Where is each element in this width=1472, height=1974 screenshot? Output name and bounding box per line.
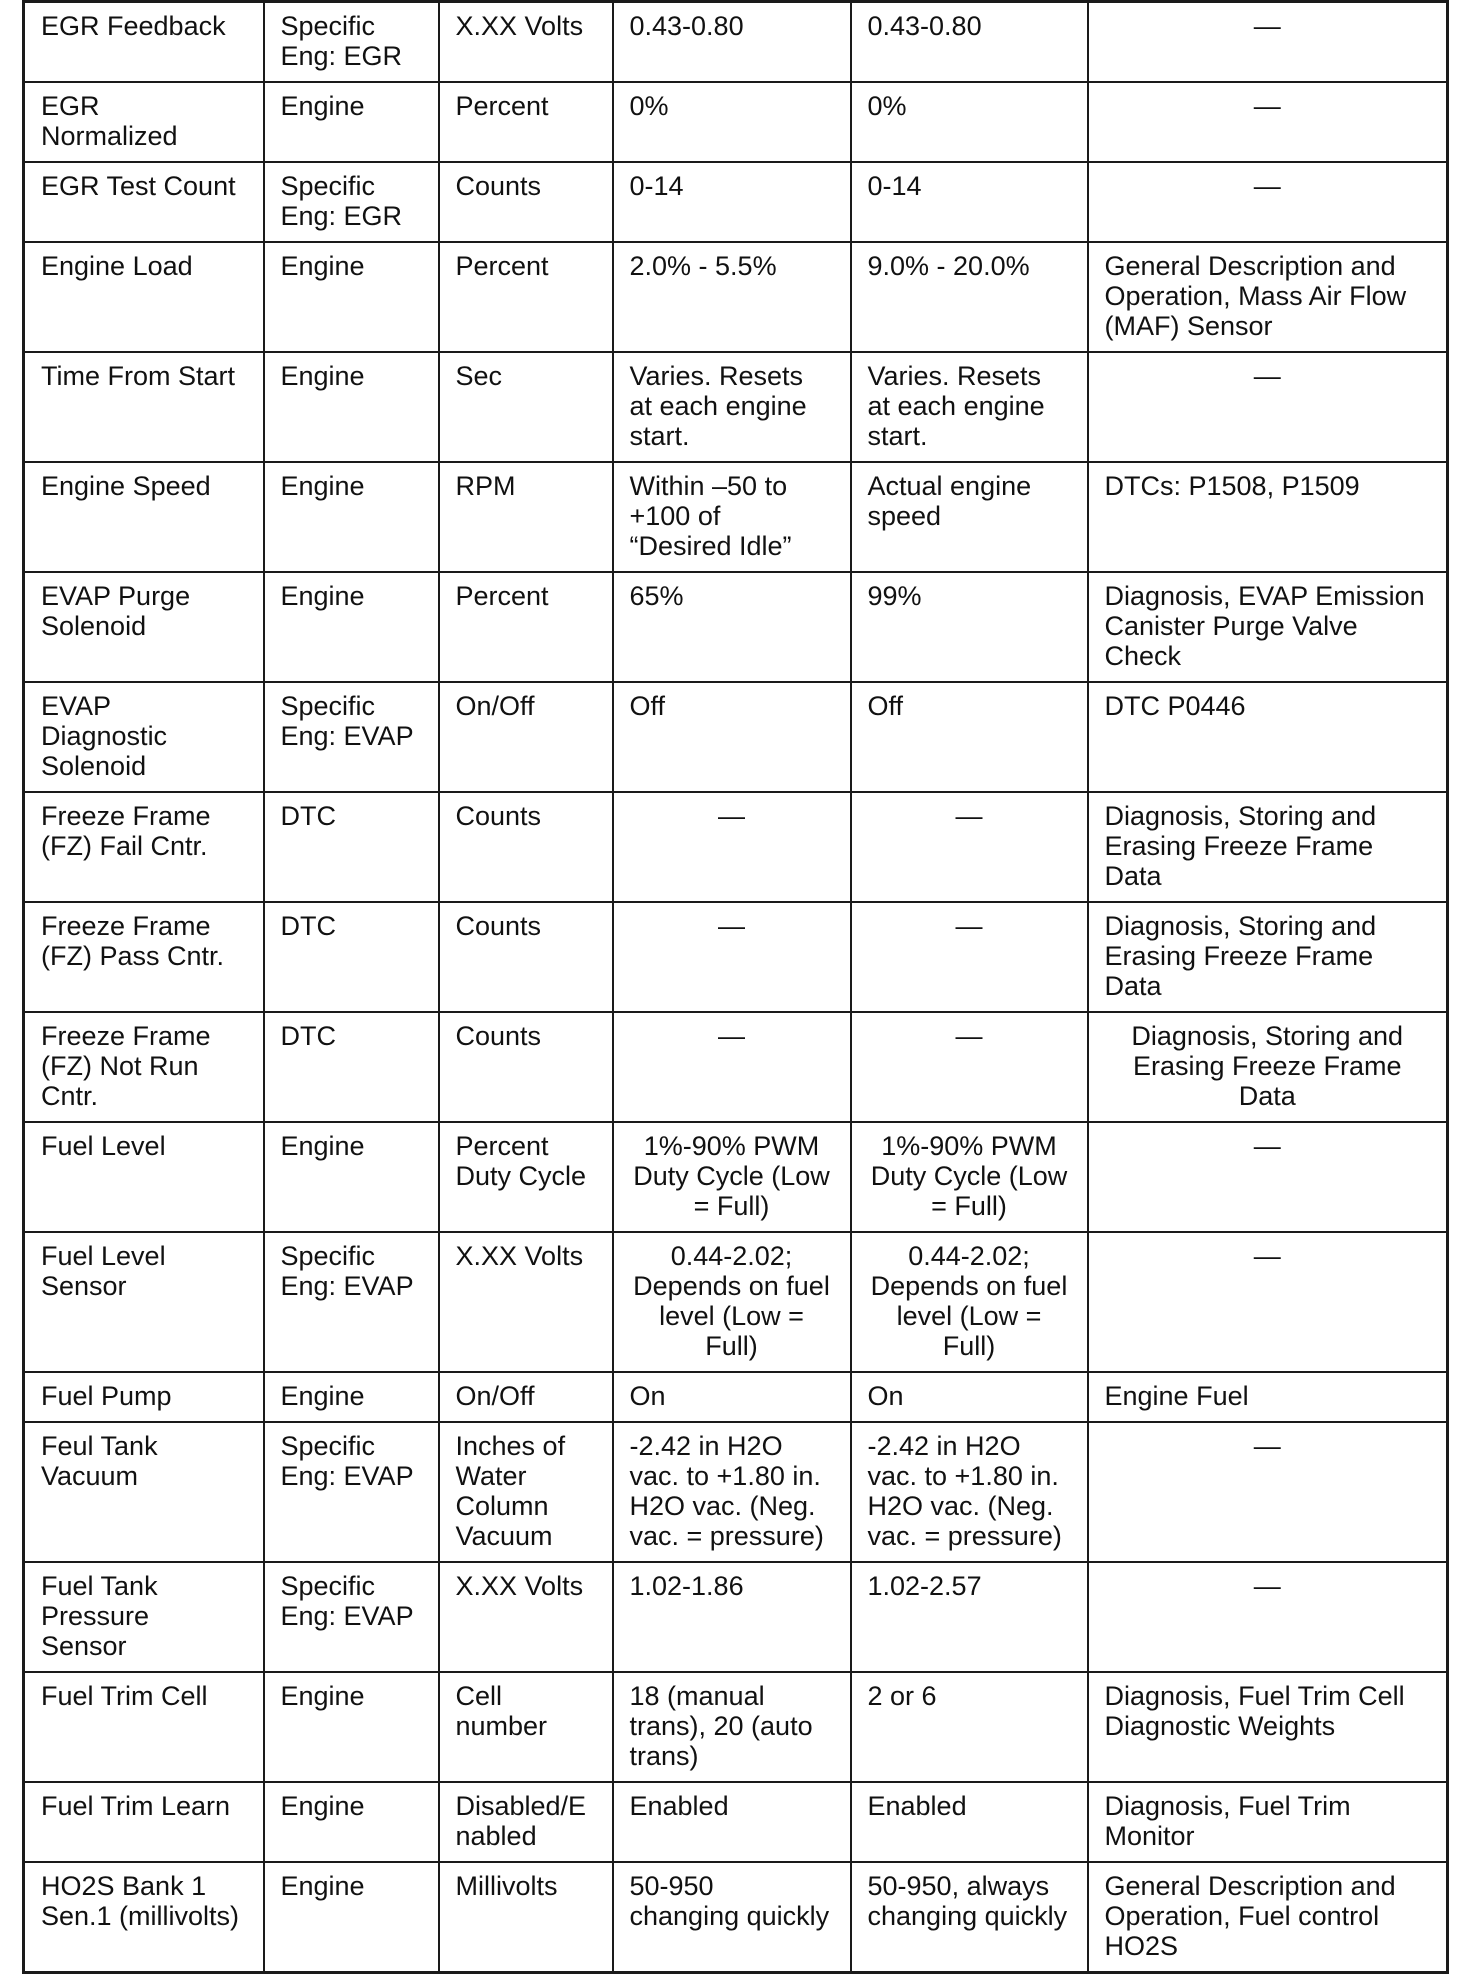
cruise-value-cell: 0-14 <box>851 162 1088 242</box>
reference-cell: Diagnosis, Fuel Trim Cell Diagnostic Weights <box>1088 1672 1448 1782</box>
idle-value-cell: 65% <box>613 572 851 682</box>
cruise-value-cell: Off <box>851 682 1088 792</box>
reference-cell: DTCs: P1508, P1509 <box>1088 462 1448 572</box>
data-list-cell: Specific Eng: EVAP <box>264 682 439 792</box>
table-row <box>24 1372 1448 1422</box>
data-list-cell: Engine <box>264 462 439 572</box>
data-list-cell: Specific Eng: EGR <box>264 162 439 242</box>
reference-cell: — <box>1088 1422 1448 1562</box>
parameter-name-cell: Feul Tank Vacuum <box>24 1422 264 1562</box>
units-cell: Inches of Water Column Vacuum <box>439 1422 613 1562</box>
reference-cell: — <box>1088 162 1448 242</box>
units-cell: X.XX Volts <box>439 1232 613 1372</box>
table-row <box>24 902 1448 1012</box>
data-list-cell: Engine <box>264 1862 439 1973</box>
data-list-cell: Specific Eng: EVAP <box>264 1232 439 1372</box>
table-row <box>24 1672 1448 1782</box>
cruise-value-cell: — <box>851 792 1088 902</box>
data-list-cell: Specific Eng: EGR <box>264 2 439 83</box>
reference-cell: Diagnosis, EVAP Emission Canister Purge Valve Check <box>1088 572 1448 682</box>
units-cell: Counts <box>439 792 613 902</box>
idle-value-cell: Enabled <box>613 1782 851 1862</box>
units-cell: Sec <box>439 352 613 462</box>
cruise-value-cell: Varies. Resets at each engine start. <box>851 352 1088 462</box>
parameter-name-cell: Fuel Trim Cell <box>24 1672 264 1782</box>
parameter-name-cell: Engine Speed <box>24 462 264 572</box>
units-cell: Disabled/E nabled <box>439 1782 613 1862</box>
cruise-value-cell: 9.0% - 20.0% <box>851 242 1088 352</box>
reference-cell: Diagnosis, Storing and Erasing Freeze Frame Data <box>1088 1012 1448 1122</box>
units-cell: Counts <box>439 162 613 242</box>
idle-value-cell: — <box>613 792 851 902</box>
table-row <box>24 1232 1448 1372</box>
reference-cell: — <box>1088 2 1448 83</box>
table-row <box>24 162 1448 242</box>
parameter-name-cell: HO2S Bank 1 Sen.1 (millivolts) <box>24 1862 264 1973</box>
table-row <box>24 82 1448 162</box>
parameter-name-cell: EGR Normalized <box>24 82 264 162</box>
idle-value-cell: — <box>613 902 851 1012</box>
reference-cell: — <box>1088 1562 1448 1672</box>
units-cell: Counts <box>439 902 613 1012</box>
parameter-name-cell: EGR Test Count <box>24 162 264 242</box>
reference-cell: Diagnosis, Storing and Erasing Freeze Frame Data <box>1088 792 1448 902</box>
parameter-name-cell: EVAP Diagnostic Solenoid <box>24 682 264 792</box>
units-cell: Percent Duty Cycle <box>439 1122 613 1232</box>
reference-cell: — <box>1088 82 1448 162</box>
cruise-value-cell: 0.44-2.02; Depends on fuel level (Low = Full) <box>851 1232 1088 1372</box>
data-list-cell: Specific Eng: EVAP <box>264 1562 439 1672</box>
table-row <box>24 2 1448 83</box>
idle-value-cell: Within –50 to +100 of “Desired Idle” <box>613 462 851 572</box>
cruise-value-cell: 0.43-0.80 <box>851 2 1088 83</box>
parameter-name-cell: Time From Start <box>24 352 264 462</box>
reference-cell: Diagnosis, Storing and Erasing Freeze Frame Data <box>1088 902 1448 1012</box>
cruise-value-cell: 2 or 6 <box>851 1672 1088 1782</box>
idle-value-cell: 18 (manual trans), 20 (auto trans) <box>613 1672 851 1782</box>
table-row <box>24 242 1448 352</box>
idle-value-cell: — <box>613 1012 851 1122</box>
units-cell: Percent <box>439 82 613 162</box>
units-cell: X.XX Volts <box>439 2 613 83</box>
idle-value-cell: 1.02-1.86 <box>613 1562 851 1672</box>
reference-cell: General Description and Operation, Fuel control HO2S <box>1088 1862 1448 1973</box>
data-list-cell: Engine <box>264 1372 439 1422</box>
data-list-cell: Engine <box>264 1122 439 1232</box>
data-list-cell: Engine <box>264 572 439 682</box>
table-row <box>24 352 1448 462</box>
table-row <box>24 1782 1448 1862</box>
data-list-cell: DTC <box>264 1012 439 1122</box>
cruise-value-cell: Actual engine speed <box>851 462 1088 572</box>
reference-cell: Engine Fuel <box>1088 1372 1448 1422</box>
table-row <box>24 1862 1448 1973</box>
cruise-value-cell: 50-950, always changing quickly <box>851 1862 1088 1973</box>
data-list-cell: Engine <box>264 1672 439 1782</box>
units-cell: Percent <box>439 242 613 352</box>
units-cell: Percent <box>439 572 613 682</box>
table-row <box>24 1122 1448 1232</box>
parameter-name-cell: Freeze Frame (FZ) Fail Cntr. <box>24 792 264 902</box>
units-cell: Counts <box>439 1012 613 1122</box>
cruise-value-cell: 1.02-2.57 <box>851 1562 1088 1672</box>
idle-value-cell: 2.0% - 5.5% <box>613 242 851 352</box>
units-cell: X.XX Volts <box>439 1562 613 1672</box>
table-row <box>24 682 1448 792</box>
scan-tool-data-table <box>22 0 1449 1974</box>
idle-value-cell: 0.44-2.02; Depends on fuel level (Low = Full) <box>613 1232 851 1372</box>
idle-value-cell: 0-14 <box>613 162 851 242</box>
data-list-cell: Engine <box>264 1782 439 1862</box>
data-list-cell: DTC <box>264 792 439 902</box>
table-row <box>24 1562 1448 1672</box>
idle-value-cell: On <box>613 1372 851 1422</box>
idle-value-cell: Varies. Resets at each engine start. <box>613 352 851 462</box>
idle-value-cell: -2.42 in H2O vac. to +1.80 in. H2O vac. (Neg. vac. = pressure) <box>613 1422 851 1562</box>
parameter-name-cell: Fuel Pump <box>24 1372 264 1422</box>
reference-cell: — <box>1088 1122 1448 1232</box>
data-list-cell: Engine <box>264 352 439 462</box>
table-row <box>24 572 1448 682</box>
units-cell: Cell number <box>439 1672 613 1782</box>
table-row <box>24 1422 1448 1562</box>
cruise-value-cell: 0% <box>851 82 1088 162</box>
parameter-name-cell: Fuel Level <box>24 1122 264 1232</box>
cruise-value-cell: -2.42 in H2O vac. to +1.80 in. H2O vac. (Neg. vac. = pressure) <box>851 1422 1088 1562</box>
cruise-value-cell: 99% <box>851 572 1088 682</box>
parameter-name-cell: Fuel Tank Pressure Sensor <box>24 1562 264 1672</box>
table-row <box>24 462 1448 572</box>
reference-cell: — <box>1088 1232 1448 1372</box>
cruise-value-cell: On <box>851 1372 1088 1422</box>
idle-value-cell: Off <box>613 682 851 792</box>
parameter-name-cell: EVAP Purge Solenoid <box>24 572 264 682</box>
cruise-value-cell: Enabled <box>851 1782 1088 1862</box>
parameter-name-cell: Fuel Trim Learn <box>24 1782 264 1862</box>
idle-value-cell: 50-950 changing quickly <box>613 1862 851 1973</box>
parameter-name-cell: EGR Feedback <box>24 2 264 83</box>
cruise-value-cell: 1%-90% PWM Duty Cycle (Low = Full) <box>851 1122 1088 1232</box>
table-row <box>24 792 1448 902</box>
data-list-cell: DTC <box>264 902 439 1012</box>
idle-value-cell: 0% <box>613 82 851 162</box>
parameter-name-cell: Freeze Frame (FZ) Not Run Cntr. <box>24 1012 264 1122</box>
reference-cell: Diagnosis, Fuel Trim Monitor <box>1088 1782 1448 1862</box>
parameter-name-cell: Engine Load <box>24 242 264 352</box>
units-cell: RPM <box>439 462 613 572</box>
units-cell: On/Off <box>439 682 613 792</box>
data-list-cell: Engine <box>264 82 439 162</box>
parameter-name-cell: Fuel Level Sensor <box>24 1232 264 1372</box>
units-cell: Millivolts <box>439 1862 613 1973</box>
reference-cell: DTC P0446 <box>1088 682 1448 792</box>
parameter-name-cell: Freeze Frame (FZ) Pass Cntr. <box>24 902 264 1012</box>
data-list-cell: Engine <box>264 242 439 352</box>
data-list-cell: Specific Eng: EVAP <box>264 1422 439 1562</box>
reference-cell: — <box>1088 352 1448 462</box>
idle-value-cell: 0.43-0.80 <box>613 2 851 83</box>
table-row <box>24 1012 1448 1122</box>
cruise-value-cell: — <box>851 902 1088 1012</box>
reference-cell: General Description and Operation, Mass Air Flow (MAF) Sensor <box>1088 242 1448 352</box>
cruise-value-cell: — <box>851 1012 1088 1122</box>
units-cell: On/Off <box>439 1372 613 1422</box>
idle-value-cell: 1%-90% PWM Duty Cycle (Low = Full) <box>613 1122 851 1232</box>
